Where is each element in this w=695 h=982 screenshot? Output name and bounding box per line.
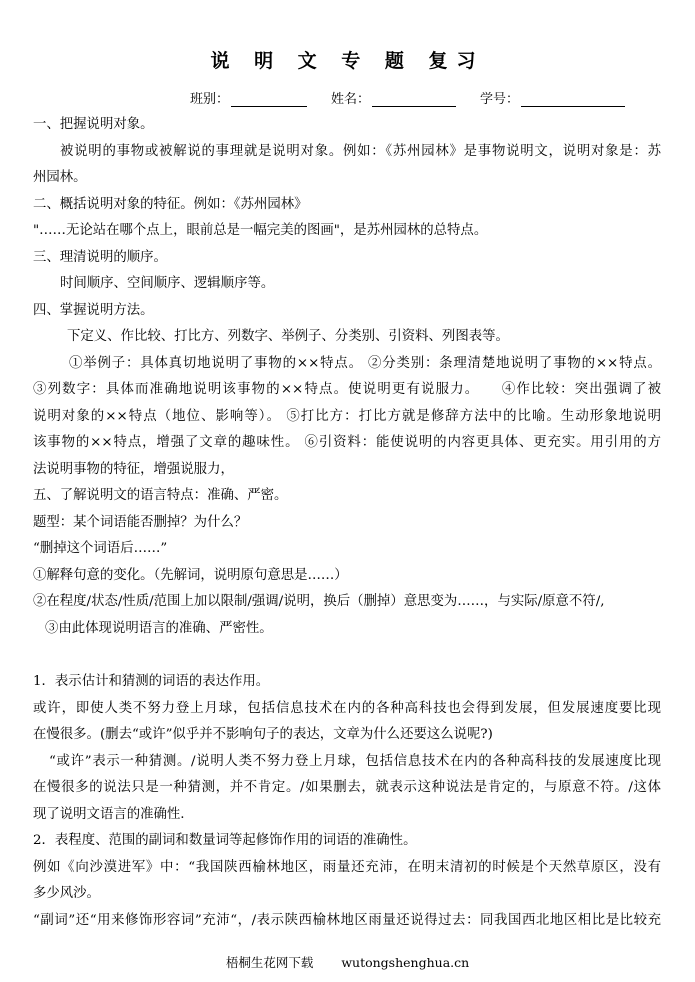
student-id-field[interactable] [521, 92, 625, 107]
section-heading: 四、掌握说明方法。 [33, 302, 154, 318]
spacer [33, 642, 661, 669]
answer-step-line: ②在程度/状态/性质/范围上加以限制/强调/说明，换后（删掉）意思变为……，与实际/原意不符/, [33, 594, 605, 609]
page-title: 说 明 文 专 题 复习 [210, 50, 485, 72]
footer-site-domain[interactable]: wutongshenghua.cn [341, 955, 470, 970]
document-body [33, 112, 661, 934]
class-label: 班别： [190, 92, 230, 107]
paragraph-line: 该事物的××特点，增强了文章的趣味性。 ⑥引资料：能使说明的内容更具体、更充实。用引用的方 [33, 435, 661, 450]
paragraph-line: 在慢很多。(删去“或许”似乎并不影响句子的表达，文章为什么还要这么说呢?) [33, 727, 493, 742]
answer-step-line: ①解释句意的变化。（先解词，说明原句意思是……） [33, 567, 348, 583]
paragraph-line: “或许”表示一种猜测。/说明人类不努力登上月球，包括信息技术在内的各种高科技的发展速度比现 [49, 753, 661, 769]
paragraph-line: 多少风沙。 [33, 886, 100, 901]
section-heading: 三、理清说明的顺序。 [33, 249, 167, 265]
section-heading: 一、把握说明对象。 [33, 117, 154, 132]
answer-step-line: ③由此体现说明语言的准确、严密性。 [45, 620, 273, 636]
name-label: 姓名： [331, 92, 371, 107]
paragraph-line: 在慢很多的说法只是一种猜测，并不肯定。/如果删去，就表示这种说法是肯定的，与原意不符。/这体 [33, 780, 661, 795]
section-heading: 五、了解说明文的语言特点：准确、严密。 [33, 488, 288, 503]
paragraph-line: "……无论站在哪个点上，眼前总是一幅完美的图画"，是苏州园林的总特点。 [33, 223, 488, 238]
paragraph-line: 时间顺序、空间顺序、逻辑顺序等。 [60, 276, 275, 291]
student-id-label: 学号： [480, 92, 520, 107]
paragraph-line: 或许，即使人类不努力登上月球，包括信息技术在内的各种高科技也会得到发展，但发展速度要比现 [33, 700, 661, 716]
paragraph-line: 下定义、作比较、打比方、列数字、举例子、分类别、引资料、列图表等。 [67, 329, 509, 344]
subsection-heading: 1．表示估计和猜测的词语的表达作用。 [33, 674, 270, 689]
paragraph-line: 州园林。 [33, 170, 87, 185]
paragraph-line: ③列数字：具体而准确地说明该事物的××特点。使说明更有说服力。 ④作比较：突出强调了被 [33, 382, 661, 397]
paragraph-line: 被说明的事物或被解说的事理就是说明对象。例如：《苏州园林》是事物说明文，说明对象是：苏 [60, 143, 661, 159]
name-field[interactable] [372, 92, 456, 107]
paragraph-line: ①举例子：具体真切地说明了事物的××特点。 ②分类别：条理清楚地说明了事物的××特点。 [69, 355, 661, 371]
paragraph-line: “副词”还“用来修饰形容词”充沛“，/表示陕西榆林地区雨量还说得过去：同我国西北地区相比是比较充 [33, 912, 661, 928]
subsection-heading: 2．表程度、范围的副词和数量词等起修饰作用的词语的准确性。 [33, 833, 417, 848]
student-info-row [190, 88, 625, 107]
question-type-line: 题型：某个词语能否删掉？为什么？ [33, 514, 248, 530]
paragraph-line: 例如《向沙漠进军》中：“我国陕西榆林地区，雨量还充沛，在明末清初的时候是个天然草原区，没有 [33, 859, 661, 875]
paragraph-line: 法说明事物的特征，增强说服力， [33, 461, 234, 477]
page-footer [0, 953, 695, 971]
footer-site-name: 梧桐生花网下载 [225, 955, 314, 970]
class-field[interactable] [231, 92, 307, 107]
paragraph-line: 现了说明文语言的准确性. [33, 806, 185, 822]
section-heading: 二、概括说明对象的特征。例如：《苏州园林》 [33, 196, 308, 212]
paragraph-line: 说明对象的××特点（地位、影响等）。 ⑤打比方：打比方就是修辞方法中的比喻。生动形象地说明 [33, 408, 661, 424]
paragraph-line: “删掉这个词语后……” [33, 541, 168, 556]
